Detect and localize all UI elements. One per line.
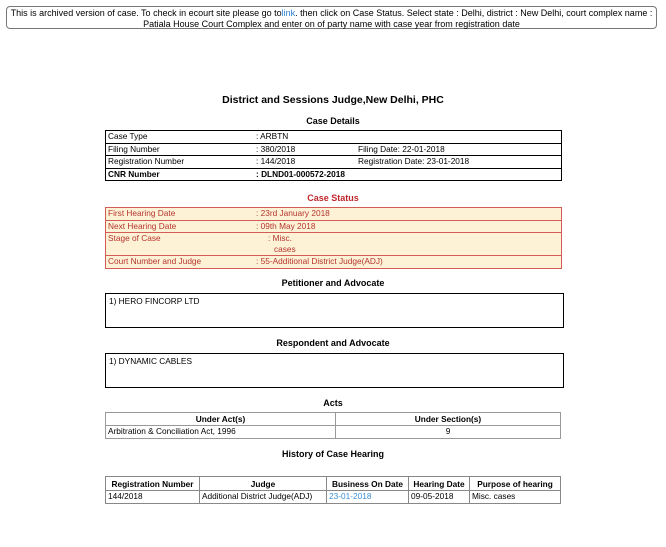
history-reg: 144/2018 bbox=[106, 491, 200, 504]
acts-header-act: Under Act(s) bbox=[106, 413, 336, 426]
registration-number-row bbox=[106, 156, 562, 169]
history-table bbox=[105, 476, 561, 504]
petitioner-title: Petitioner and Advocate bbox=[281, 278, 385, 288]
notice-text-after: . then click on Case Status. Select state : Delhi, district : New Delhi, court complex name : Patiala House Court Complex and enter on of party name with case year from registration date bbox=[143, 8, 653, 29]
respondent-box bbox=[105, 353, 564, 388]
cnr-row bbox=[106, 168, 562, 181]
history-title: History of Case Hearing bbox=[281, 449, 385, 459]
case-details-title: Case Details bbox=[306, 116, 360, 126]
court-title: District and Sessions Judge,New Delhi, PHC bbox=[222, 94, 444, 106]
notice-text-before: This is archived version of case. To check in ecourt site please go to bbox=[10, 8, 282, 18]
filing-number-label: Filing Number bbox=[108, 143, 160, 154]
ecourt-link[interactable]: link bbox=[281, 8, 296, 18]
filing-date: Filing Date: 22-01-2018 bbox=[358, 143, 445, 154]
history-header-row bbox=[106, 477, 561, 491]
case-type-label: Case Type bbox=[108, 131, 148, 141]
history-header-purpose: Purpose of hearing bbox=[470, 477, 561, 491]
case-type-row bbox=[106, 131, 562, 144]
cnr-label: CNR Number bbox=[108, 168, 160, 179]
history-header-reg: Registration Number bbox=[106, 477, 200, 491]
respondent-text: 1) DYNAMIC CABLES bbox=[109, 356, 192, 366]
cnr-value: : DLND01-000572-2018 bbox=[256, 168, 346, 179]
first-hearing-row bbox=[106, 208, 562, 221]
registration-number-label: Registration Number bbox=[108, 156, 185, 166]
acts-header-section: Under Section(s) bbox=[336, 413, 561, 426]
stage-value-line1: : Misc. bbox=[268, 233, 292, 243]
court-label: Court Number and Judge bbox=[108, 256, 202, 266]
history-header-business: Business On Date bbox=[327, 477, 409, 491]
first-hearing-label: First Hearing Date bbox=[108, 208, 176, 218]
case-type-value: : ARBTN bbox=[256, 131, 289, 141]
registration-date: Registration Date: 23-01-2018 bbox=[358, 156, 470, 166]
case-details-table bbox=[105, 130, 562, 181]
acts-header-row bbox=[106, 413, 561, 426]
next-hearing-label: Next Hearing Date bbox=[108, 220, 177, 231]
act-section: 9 bbox=[336, 426, 561, 439]
stage-label: Stage of Case bbox=[108, 233, 161, 243]
court-value: : 55-Additional District Judge(ADJ) bbox=[256, 256, 383, 266]
court-row bbox=[106, 256, 562, 269]
history-purpose: Misc. cases bbox=[470, 491, 561, 504]
stage-row bbox=[106, 233, 562, 256]
business-date-link[interactable]: 23-01-2018 bbox=[329, 491, 372, 501]
archive-notice bbox=[6, 6, 657, 29]
case-status-table bbox=[105, 207, 562, 269]
next-hearing-value: : 09th May 2018 bbox=[256, 220, 316, 231]
petitioner-text: 1) HERO FINCORP LTD bbox=[109, 296, 200, 306]
history-header-judge: Judge bbox=[200, 477, 327, 491]
respondent-title: Respondent and Advocate bbox=[276, 338, 390, 348]
history-header-hearing: Hearing Date bbox=[409, 477, 470, 491]
stage-value-line2: cases bbox=[274, 244, 296, 254]
registration-number-value: : 144/2018 bbox=[256, 156, 296, 166]
history-business-date-cell bbox=[327, 491, 409, 504]
stage-value bbox=[254, 233, 562, 256]
next-hearing-row bbox=[106, 220, 562, 233]
table-row bbox=[106, 426, 561, 439]
petitioner-box bbox=[105, 293, 564, 328]
history-judge: Additional District Judge(ADJ) bbox=[200, 491, 327, 504]
acts-title: Acts bbox=[323, 398, 343, 408]
filing-number-value: : 380/2018 bbox=[256, 143, 296, 154]
table-row bbox=[106, 491, 561, 504]
history-hearing-date: 09-05-2018 bbox=[409, 491, 470, 504]
filing-number-row bbox=[106, 143, 562, 156]
first-hearing-value: : 23rd January 2018 bbox=[256, 208, 330, 218]
act-name: Arbitration & Conciliation Act, 1996 bbox=[106, 426, 336, 439]
case-status-title: Case Status bbox=[307, 193, 359, 203]
acts-table bbox=[105, 412, 561, 439]
